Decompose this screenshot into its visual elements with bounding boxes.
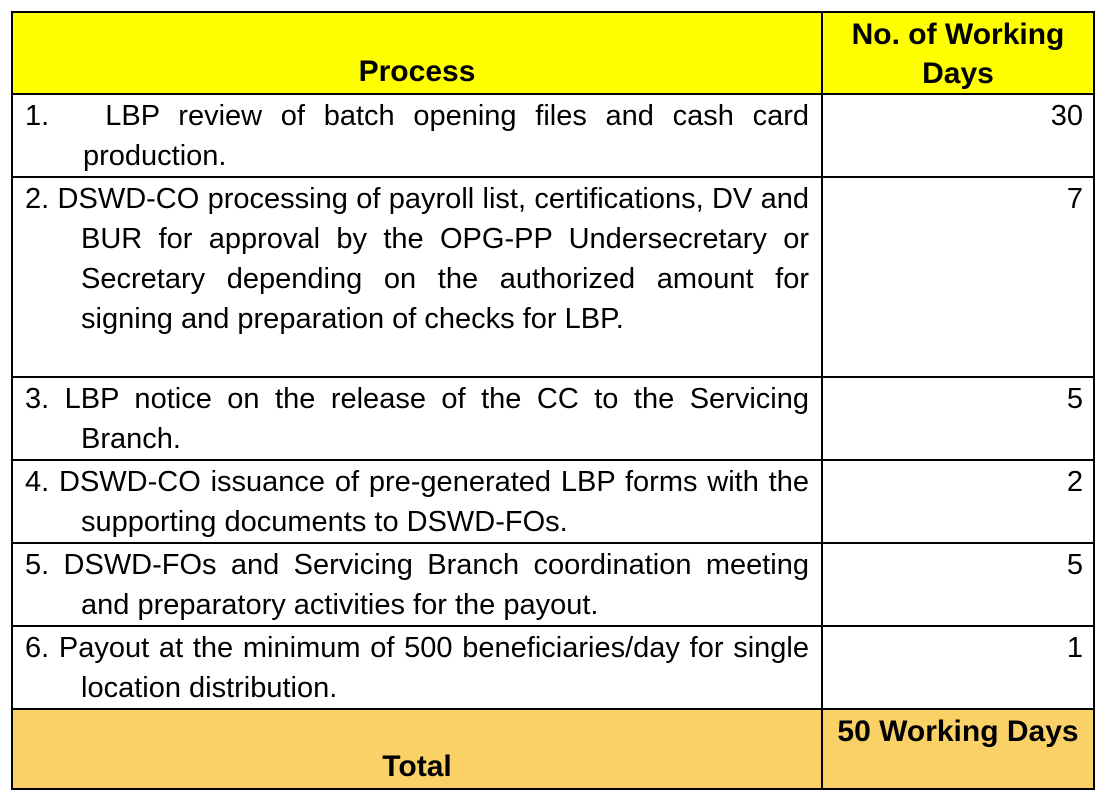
working-days-cell: 30	[822, 94, 1094, 177]
total-working-days: 50 Working Days	[822, 709, 1094, 789]
process-step-text: 3. LBP notice on the release of the CC to the Servicing Branch.	[25, 383, 809, 455]
working-days-column-header: No. of Working Days	[822, 12, 1094, 94]
total-label: Total	[12, 709, 822, 789]
process-step-text: 5. DSWD-FOs and Servicing Branch coordination meeting and preparatory activities for the payout.	[25, 549, 809, 621]
table-row	[12, 177, 1094, 377]
working-days-cell: 7	[822, 177, 1094, 377]
working-days-cell: 2	[822, 460, 1094, 543]
process-cell	[12, 543, 822, 626]
process-table	[11, 11, 1095, 790]
table-row	[12, 94, 1094, 177]
process-step-text: 6. Payout at the minimum of 500 beneficiaries/day for single location distribution.	[25, 632, 809, 704]
process-column-header: Process	[12, 12, 822, 94]
process-cell	[12, 460, 822, 543]
process-step-text: 2. DSWD-CO processing of payroll list, certifications, DV and BUR for approval by the OPG-PP Undersecretary or Secretary depending on the authorized amount for signing and preparation of checks for LBP.	[25, 183, 809, 335]
table-row	[12, 377, 1094, 460]
working-days-cell: 5	[822, 543, 1094, 626]
total-row	[12, 709, 1094, 789]
process-step-text: 1. LBP review of batch opening files and cash card production.	[25, 100, 809, 172]
table-row	[12, 460, 1094, 543]
process-step-text: 4. DSWD-CO issuance of pre-generated LBP forms with the supporting documents to DSWD-FOs.	[25, 466, 809, 538]
process-cell	[12, 94, 822, 177]
process-cell	[12, 626, 822, 709]
process-cell	[12, 377, 822, 460]
table-row	[12, 543, 1094, 626]
table-row	[12, 626, 1094, 709]
working-days-cell: 5	[822, 377, 1094, 460]
process-cell	[12, 177, 822, 377]
header-row	[12, 12, 1094, 94]
working-days-cell: 1	[822, 626, 1094, 709]
